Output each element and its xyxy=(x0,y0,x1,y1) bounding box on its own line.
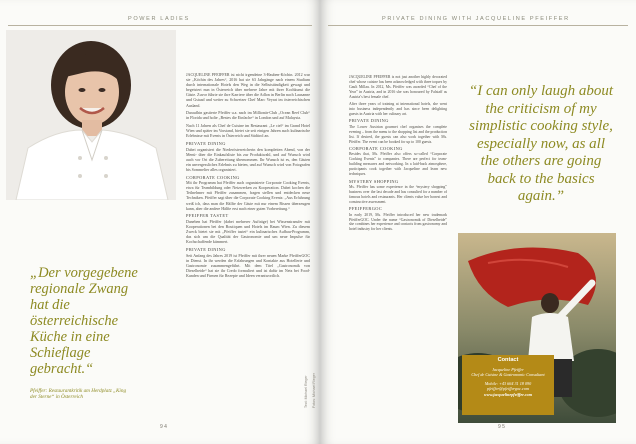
left-page-header: POWER LADIES xyxy=(128,16,190,22)
contact-title: Contact xyxy=(497,357,519,363)
body-paragraph: JACQUELINE PFEIFFER ist nicht irgendeine 3-Hauben-Köchin. 2012 war sie „Köchin des Jahres“, 2016 hat sie 63 Jahrgänge nach einem Studium durch internationale Hotels den Weg in die Selbstständigkeit gewagt und begeistert nun in Österreich über mehrere Jahre mit ihrer Kochkunst die Gäste. Zuvor führte sie ihre Karriere über die Adlon in Berlin nach Lausanne und Gstaad und weiter zu Schweizer Chef Marc Veyrat im österreichischen Ausland. xyxy=(186,72,310,108)
section-heading: CORPORATE COOKING xyxy=(186,174,240,180)
contact-email[interactable]: pfeiffer@pfeiffergoc.com xyxy=(487,386,529,392)
body-paragraph: In early 2019, Ms. Pfeiffer introduced her new trademark PfeifferGOC. Under the name “Gastronomik of Dieselheide” she combines her experience and contacts from gastronomy and hotel industry for her clients. xyxy=(349,212,447,232)
pull-quote-english: “I can only laugh about the criticism of my simplistic cooking style, especially now, as all the others are going back to the basics again.” xyxy=(468,83,614,204)
pull-quote-german: „Der vorgegebene regionale Zwang hat die österreichische Küche in eine Schieflage gebracht.“ xyxy=(30,265,138,377)
right-body-column xyxy=(349,75,447,430)
header-rule xyxy=(8,25,312,26)
section-heading: PFEIFFERGOC xyxy=(349,206,383,212)
photo-caption: Pfeiffer: Restaurantkritik am Herdplatz „King der Sterne“ in Österreich xyxy=(30,388,127,400)
contact-name: Jacqueline Pfeiffer xyxy=(492,366,524,372)
section-heading: PRIVATE DINING xyxy=(186,246,226,252)
section-heading: PRIVATE DINING xyxy=(186,140,226,146)
contact-website-link[interactable]: www.jacquelinepfeiffer.com xyxy=(484,391,532,397)
right-page-header: PRIVATE DINING WITH JACQUELINE PFEIFFER xyxy=(382,16,570,22)
contact-mobile: Mobile: +43 664 31 18 090 xyxy=(484,380,532,386)
body-paragraph: Besides that, Ms. Pfeiffer also offers so-called “Corporate Cooking Events” to companies. There are perfect for team-building measures and networking. In a laid-back atmosphere, participants cook together with Jacqueline and learn new techniques. xyxy=(349,152,447,177)
body-paragraph: Ms. Pfeiffer has some experience in the “mystery shopping” business over the last decade and has consulted for a number of famous hotels and restaurants. Her clients value her honest and constructive assessment. xyxy=(349,185,447,204)
body-paragraph: Seit Anfang des Jahres 2019 ist Pfeiffer mit ihrer neuen Marke PfeifferGOC in Dienst. In ihr werden die Erfahrungen und Kontakte aus Hotellerie und Gastronomie zusammengeführt. Mit dem Titel „Gastronomik von Dieselheide“ hat sie ihr Credo formuliert und ist dafür im Netz bei Food-Kunden und Firmen für Rezepte und Ideen verantwortlich. xyxy=(186,252,310,278)
body-paragraph: Dabei organisiert die Niederösterreicherin den kompletten Abend, von der Menü- über die Einkaufsliste bis zur Produktwahl, und auf Wunsch wird auch vor Ort die Zubereitung übernommen. Ihr Wunsch ist es, den Gästen ein unvergessliches Erlebnis zu bieten, und auf Wunsch wird von Fotografen bis Sommelier alles organisiert. xyxy=(186,146,310,172)
chef-portrait-illustration xyxy=(6,30,176,200)
section-heading: CORPORATE COOKING xyxy=(349,146,403,152)
contact-box xyxy=(462,355,554,415)
section-heading: MYSTERY SHOPPING xyxy=(349,178,399,184)
section-heading: PRIVATE DINING xyxy=(349,118,389,124)
body-paragraph: Nach 11 Jahren als Chef de Cuisine im Restaurant „Le ciel“ im Grand Hotel Wien und später im Vorstand, bietet sie seit einigen Jahren auch kulinarische Erlebnisse mit Events in Österreich und Südtirol an. xyxy=(186,123,310,139)
body-paragraph: Mit ihr Programm hat Pfeiffer auch organisierte Corporate Cooking Events, etwa für Teambildung oder Netzwerken zu Kooperation. Dabei kochen die Teilnehmer mit Pfeiffer zusammen, fragen stellen und entdecken neue Techniken. Pfeiffer sagt über die Corporate Cooking Events: „Aus Erfahrung weiß ich, dass man die Hälfte der Gäste mit nur einem Bissen überzeugen kann, aber die andere Hälfte erst nach einer guten Vorbereitung.“ xyxy=(186,180,310,211)
vertical-credit-photo: Fotos: Michael Rieger xyxy=(312,373,316,408)
portrait-photo xyxy=(6,30,176,200)
body-paragraph: JACQUELINE PFEIFFER is not just another highly decorated chef whose cuisine has been acknowledged with three toques by Gault Millau. In 2012, Ms. Pfeiffer was awarded “Chef of the Year” in Austria, and in 2016 she was honoured by Falstaff as Austria’s best female chef. xyxy=(349,75,447,99)
body-paragraph: Daraufhin gastierte Pfeiffer u.a. nach im Millionär-Club „Ocean Reef Club“ in Florida und holte „Bestes die Einfache“ in London und auf Malaysia. xyxy=(186,110,310,121)
body-paragraph: Daneben hat Pfeiffer (dabei mehrerer Aufträge) bei Wissenstransfer mit Kooperationen bei den Boutiquen und Hotels im Raum Wien. Zu diesem Zweck bietet sie mit „Pfeiffer tastet“ ein kulinarisches Aufbau-Programm, das sich um die Qualität der Gastronomie und um neue Impulse für Kochschaffende kümmert. xyxy=(186,218,310,245)
page-number-left: 9 4 xyxy=(160,424,167,430)
page-number-right: 9 5 xyxy=(498,424,505,430)
contact-role: Chef de Cuisine & Gastronomic Consultant xyxy=(471,372,545,378)
header-rule xyxy=(328,25,628,26)
body-paragraph: The Lower Austrian gourmet chef organises the complete evening – from the menu to the shopping list and the production list. If desired, the guests can also work together with Ms. Pfeiffer. The event can be booked for up to 100 guests. xyxy=(349,124,447,144)
vertical-credit-text: Text: Michael Rieger xyxy=(304,375,308,408)
body-paragraph: After three years of training at international hotels, she went into business independently and has since been delighting guests in Austria with her culinary art. xyxy=(349,102,447,116)
left-body-column xyxy=(186,72,310,372)
section-heading: PFEIFFER TASTET xyxy=(186,213,229,219)
